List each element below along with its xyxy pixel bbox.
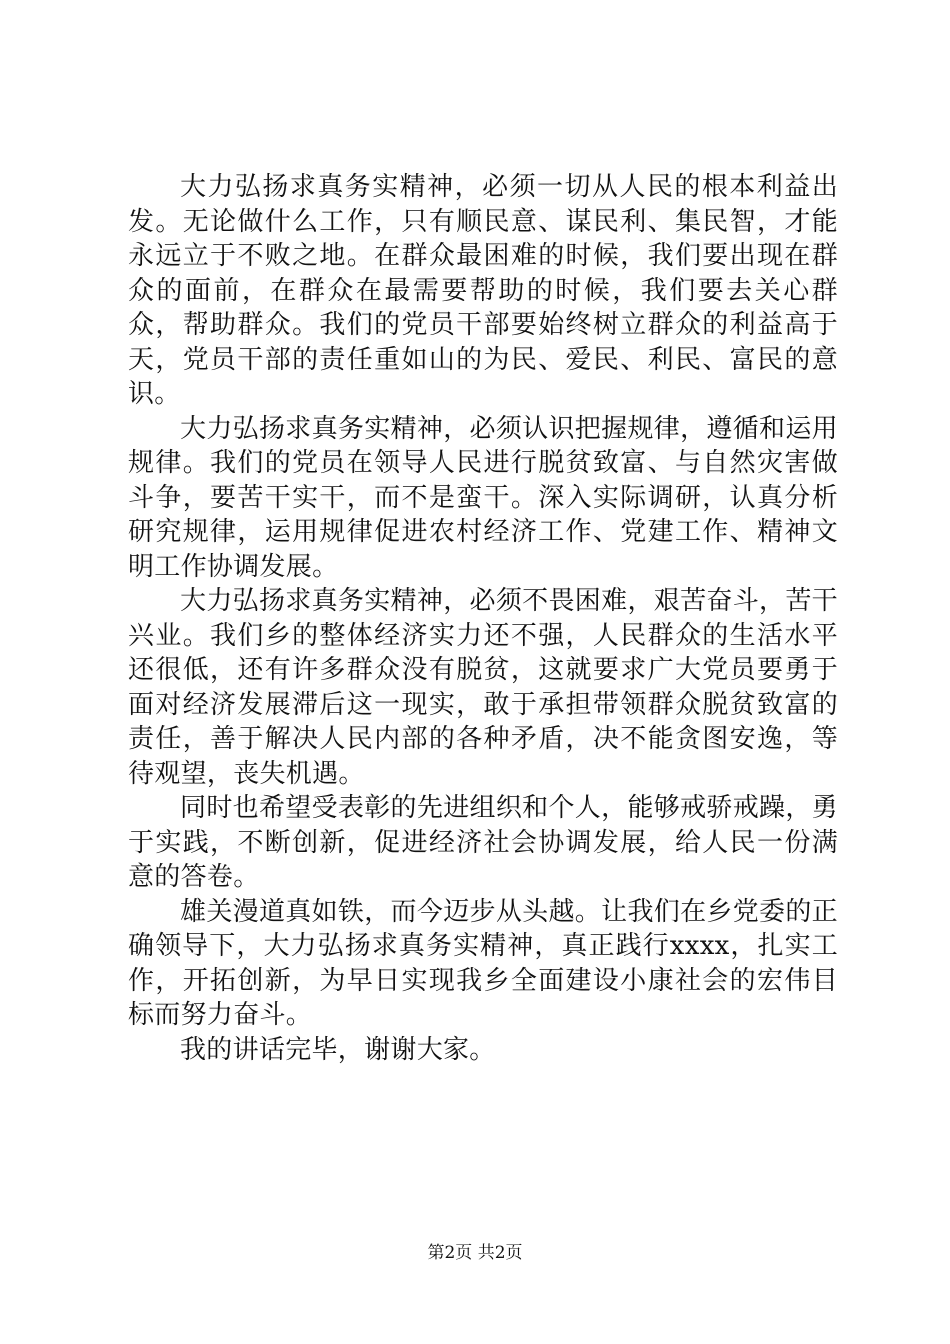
paragraph-4: 同时也希望受表彰的先进组织和个人，能够戒骄戒躁，勇于实践，不断创新，促进经济社会协调发展，给人民一份满意的答卷。 bbox=[128, 793, 838, 892]
paragraph-2: 大力弘扬求真务实精神，必须认识把握规律，遵循和运用规律。我们的党员在领导人民进行脱贫致富、与自然灾害做斗争，要苦干实干，而不是蛮干。深入实际调研，认真分析研究规律，运用规律促进农村经济工作、党建工作、精神文明工作协调发展。 bbox=[128, 413, 838, 582]
paragraph-1: 大力弘扬求真务实精神，必须一切从人民的根本利益出发。无论做什么工作，只有顺民意、谋民利、集民智，才能永远立于不败之地。在群众最困难的时候，我们要出现在群众的面前，在群众在最需要帮助的时候，我们要去关心群众，帮助群众。我们的党员干部要始终树立群众的利益高于天，党员干部的责任重如山的为民、爱民、利民、富民的意识。 bbox=[128, 172, 838, 409]
paragraph-5: 雄关漫道真如铁，而今迈步从头越。让我们在乡党委的正确领导下，大力弘扬求真务实精神，真正践行xxxx，扎实工作，开拓创新，为早日实现我乡全面建设小康社会的宏伟目标而努力奋斗。 bbox=[128, 896, 838, 1030]
paragraph-3: 大力弘扬求真务实精神，必须不畏困难，艰苦奋斗，苦干兴业。我们乡的整体经济实力还不强，人民群众的生活水平还很低，还有许多群众没有脱贫，这就要求广大党员要勇于面对经济发展滞后这一现实，敢于承担带领群众脱贫致富的责任，善于解决人民内部的各种矛盾，决不能贪图安逸，等待观望，丧失机遇。 bbox=[128, 586, 838, 789]
page-footer: 第2页 共2页 bbox=[427, 1243, 523, 1263]
paragraph-6: 我的讲话完毕，谢谢大家。 bbox=[180, 1034, 496, 1065]
document-body bbox=[128, 170, 838, 1067]
